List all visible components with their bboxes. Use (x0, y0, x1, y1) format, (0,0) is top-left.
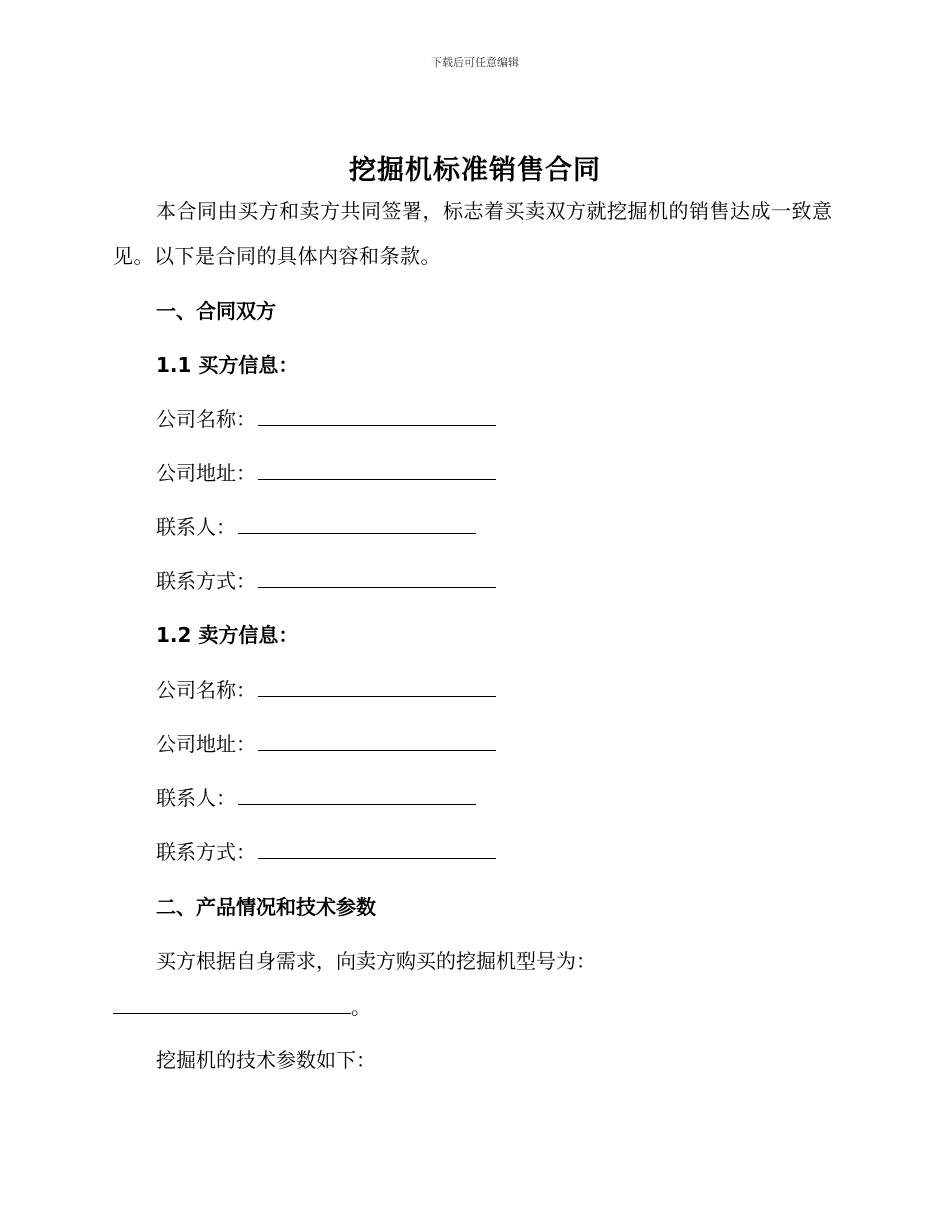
buyer-company-address-row (156, 459, 496, 487)
buyer-contact-method-row (156, 567, 496, 595)
seller-company-name-row (156, 676, 496, 704)
seller-contact-person-label: 联系人： (156, 786, 236, 810)
buyer-contact-method-blank[interactable] (258, 569, 496, 588)
seller-contact-method-label: 联系方式： (156, 840, 256, 864)
seller-contact-method-row (156, 838, 496, 866)
section1-heading: 一、合同双方 (156, 299, 276, 323)
seller-contact-person-blank[interactable] (238, 786, 476, 805)
section2-heading: 二、产品情况和技术参数 (156, 895, 376, 919)
buyer-info-heading: 1.1 买方信息： (156, 353, 299, 377)
buyer-company-address-label: 公司地址： (156, 461, 256, 485)
document-title: 挖掘机标准销售合同 (349, 155, 601, 186)
model-blank-row (113, 993, 371, 1021)
buyer-contact-person-row (156, 513, 476, 541)
seller-company-name-blank[interactable] (258, 678, 496, 697)
intro-paragraph: 本合同由买方和卖方共同签署，标志着买卖双方就挖掘机的销售达成一致意见。以下是合同的具体内容和条款。 (113, 199, 833, 268)
page-header: 下载后可任意编辑 (431, 56, 519, 69)
buyer-contact-person-label: 联系人： (156, 515, 236, 539)
seller-company-address-blank[interactable] (258, 732, 496, 751)
buyer-contact-method-label: 联系方式： (156, 569, 256, 593)
buyer-company-name-label: 公司名称： (156, 407, 256, 431)
buyer-company-address-blank[interactable] (258, 461, 496, 480)
seller-info-heading: 1.2 卖方信息： (156, 623, 299, 647)
seller-company-address-label: 公司地址： (156, 732, 256, 756)
model-blank[interactable] (113, 995, 351, 1014)
model-paragraph: 买方根据自身需求，向卖方购买的挖掘机型号为： (156, 949, 596, 973)
model-end-punct: 。 (351, 995, 371, 1019)
params-intro: 挖掘机的技术参数如下： (156, 1048, 376, 1072)
seller-contact-method-blank[interactable] (258, 840, 496, 859)
buyer-contact-person-blank[interactable] (238, 515, 476, 534)
seller-company-address-row (156, 730, 496, 758)
seller-company-name-label: 公司名称： (156, 678, 256, 702)
seller-contact-person-row (156, 784, 476, 812)
buyer-company-name-blank[interactable] (258, 407, 496, 426)
buyer-company-name-row (156, 405, 496, 433)
